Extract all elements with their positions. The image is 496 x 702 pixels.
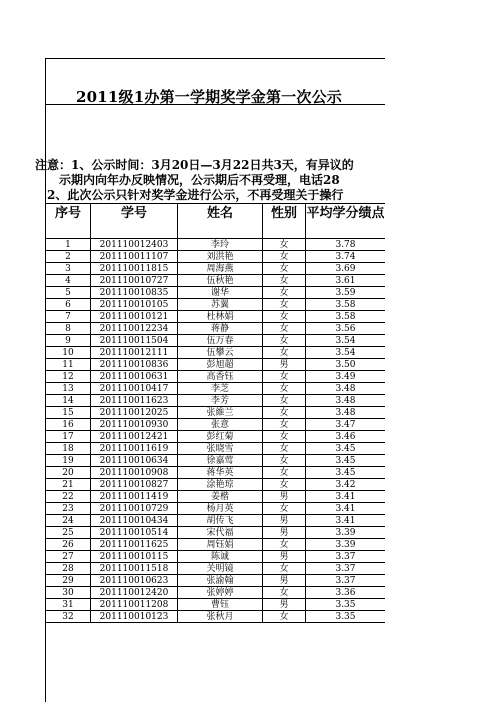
cell-gender: 女 [263, 323, 306, 335]
cell-student-id: 201110011419 [91, 491, 178, 503]
cell-gpa: 3.47 [306, 419, 386, 431]
table-body [46, 239, 386, 623]
cell-name: 李芝 [178, 383, 263, 395]
cell-name: 徐嘉莺 [178, 455, 263, 467]
cell-name: 周海燕 [178, 263, 263, 275]
cell-student-id: 201110010836 [91, 359, 178, 371]
notice-line-2: 示期内向年办反映情况，公示期后不再受理，电话28 [59, 173, 340, 187]
header-index: 序号 [46, 204, 91, 239]
table-header-row [46, 204, 386, 239]
cell-index: 32 [46, 611, 91, 623]
cell-gpa: 3.39 [306, 527, 386, 539]
table-row [46, 443, 386, 455]
table-row [46, 275, 386, 287]
cell-index: 16 [46, 419, 91, 431]
cell-index: 9 [46, 335, 91, 347]
cell-gpa: 3.45 [306, 443, 386, 455]
cell-index: 28 [46, 563, 91, 575]
cell-student-id: 201110010417 [91, 383, 178, 395]
header-gpa [306, 204, 386, 239]
cell-gender: 女 [263, 239, 306, 251]
cell-index: 26 [46, 539, 91, 551]
cell-gpa: 3.48 [306, 407, 386, 419]
cell-student-id: 201110010115 [91, 551, 178, 563]
cell-name: 彭红菊 [178, 431, 263, 443]
cell-gpa: 3.49 [306, 371, 386, 383]
cell-index: 8 [46, 323, 91, 335]
cell-index: 24 [46, 515, 91, 527]
cell-gender: 女 [263, 251, 306, 263]
cell-student-id: 201110010729 [91, 503, 178, 515]
cell-index: 10 [46, 347, 91, 359]
cell-name: 伍秋艳 [178, 275, 263, 287]
cell-gpa: 3.39 [306, 539, 386, 551]
cell-student-id: 201110012234 [91, 323, 178, 335]
cell-gender: 男 [263, 551, 306, 563]
cell-gpa: 3.37 [306, 551, 386, 563]
cell-index: 1 [46, 239, 91, 251]
cell-student-id: 201110011815 [91, 263, 178, 275]
table-row [46, 323, 386, 335]
cell-name: 张意 [178, 419, 263, 431]
cell-gender: 女 [263, 455, 306, 467]
cell-name: 高香钰 [178, 371, 263, 383]
cell-name: 姜楷 [178, 491, 263, 503]
cell-gender: 女 [263, 467, 306, 479]
cell-name: 刘洪艳 [178, 251, 263, 263]
cell-name: 周钰娟 [178, 539, 263, 551]
cell-gender: 女 [263, 263, 306, 275]
table-row [46, 287, 386, 299]
cell-index: 11 [46, 359, 91, 371]
cell-gender: 女 [263, 587, 306, 599]
cell-name: 涂艳琼 [178, 479, 263, 491]
cell-gpa: 3.37 [306, 575, 386, 587]
table-row [46, 239, 386, 251]
table-row [46, 539, 386, 551]
cell-gender: 女 [263, 371, 306, 383]
cell-student-id: 201110012420 [91, 587, 178, 599]
cell-gender: 女 [263, 503, 306, 515]
cell-student-id: 201110010623 [91, 575, 178, 587]
cell-student-id: 201110011623 [91, 395, 178, 407]
table-row [46, 251, 386, 263]
cell-student-id: 201110011518 [91, 563, 178, 575]
cell-gender: 女 [263, 383, 306, 395]
cell-gpa: 3.61 [306, 275, 386, 287]
cell-student-id: 201110010121 [91, 311, 178, 323]
cell-gpa: 3.59 [306, 287, 386, 299]
cell-gender: 男 [263, 575, 306, 587]
cell-index: 17 [46, 431, 91, 443]
cell-index: 18 [46, 443, 91, 455]
table-row [46, 575, 386, 587]
table-row [46, 455, 386, 467]
table-row [46, 599, 386, 611]
cell-index: 20 [46, 467, 91, 479]
cell-gender: 女 [263, 611, 306, 623]
cell-name: 杜林娟 [178, 311, 263, 323]
table-row [46, 371, 386, 383]
cell-student-id: 201110011208 [91, 599, 178, 611]
cell-student-id: 201110012111 [91, 347, 178, 359]
cell-gpa: 3.74 [306, 251, 386, 263]
cell-index: 14 [46, 395, 91, 407]
cell-gender: 女 [263, 419, 306, 431]
cell-index: 7 [46, 311, 91, 323]
table-row [46, 299, 386, 311]
header-name: 姓名 [178, 204, 263, 239]
table-row [46, 611, 386, 623]
cell-name: 杨月英 [178, 503, 263, 515]
cell-gender: 男 [263, 359, 306, 371]
cell-student-id: 201110010908 [91, 467, 178, 479]
cell-gpa: 3.35 [306, 599, 386, 611]
cell-index: 5 [46, 287, 91, 299]
cell-index: 3 [46, 263, 91, 275]
cell-name: 李芳 [178, 395, 263, 407]
cell-student-id: 201110010514 [91, 527, 178, 539]
cell-index: 12 [46, 371, 91, 383]
cell-gender: 女 [263, 431, 306, 443]
cell-student-id: 201110010835 [91, 287, 178, 299]
header-gpa-label: 平均学分绩点 [306, 206, 385, 221]
table-row [46, 491, 386, 503]
cell-index: 6 [46, 299, 91, 311]
cell-name: 彭旭超 [178, 359, 263, 371]
cell-student-id: 201110010727 [91, 275, 178, 287]
table-row [46, 311, 386, 323]
notice-line-3: 2、此次公示只针对奖学金进行公示，不再受理关于操行 [47, 188, 344, 202]
cell-gender: 女 [263, 299, 306, 311]
cell-name: 伍万春 [178, 335, 263, 347]
cell-gpa: 3.42 [306, 479, 386, 491]
cell-name: 谢华 [178, 287, 263, 299]
table-row [46, 431, 386, 443]
cell-name: 胡传飞 [178, 515, 263, 527]
cell-gender: 女 [263, 395, 306, 407]
cell-index: 25 [46, 527, 91, 539]
cell-student-id: 201110011619 [91, 443, 178, 455]
cell-student-id: 201110011107 [91, 251, 178, 263]
cell-student-id: 201110012403 [91, 239, 178, 251]
cell-name: 苏翼 [178, 299, 263, 311]
cell-gpa: 3.45 [306, 467, 386, 479]
cell-index: 30 [46, 587, 91, 599]
table-row [46, 479, 386, 491]
cell-gender: 女 [263, 287, 306, 299]
cell-index: 23 [46, 503, 91, 515]
table-row [46, 263, 386, 275]
cell-student-id: 201110011625 [91, 539, 178, 551]
table-row [46, 503, 386, 515]
cell-gpa: 3.58 [306, 311, 386, 323]
cell-gpa: 3.36 [306, 587, 386, 599]
cell-gender: 女 [263, 407, 306, 419]
cell-student-id: 201110010930 [91, 419, 178, 431]
page-title: 2011级1办第一学期奖学金第一次公示 [76, 88, 342, 106]
cell-gender: 女 [263, 479, 306, 491]
cell-student-id: 201110012025 [91, 407, 178, 419]
cell-gender: 男 [263, 515, 306, 527]
table-row [46, 515, 386, 527]
cell-student-id: 201110010434 [91, 515, 178, 527]
cell-gender: 女 [263, 563, 306, 575]
cell-gpa: 3.78 [306, 239, 386, 251]
notice-line-1: 注意：1、公示时间：3月20日—3月22日共3天，有异议的 [35, 158, 354, 172]
table-row [46, 383, 386, 395]
cell-gpa: 3.41 [306, 503, 386, 515]
header-gender: 性别 [263, 204, 306, 239]
cell-index: 29 [46, 575, 91, 587]
cell-gpa: 3.58 [306, 299, 386, 311]
cell-name: 张渝翰 [178, 575, 263, 587]
cell-gpa: 3.46 [306, 431, 386, 443]
cell-gender: 女 [263, 311, 306, 323]
cell-student-id: 201110010827 [91, 479, 178, 491]
cell-gpa: 3.45 [306, 455, 386, 467]
cell-name: 曹钰 [178, 599, 263, 611]
cell-name: 张婷婷 [178, 587, 263, 599]
cell-index: 21 [46, 479, 91, 491]
cell-gpa: 3.48 [306, 383, 386, 395]
cell-gpa: 3.35 [306, 611, 386, 623]
cell-name: 关明镜 [178, 563, 263, 575]
cell-index: 31 [46, 599, 91, 611]
table-row [46, 395, 386, 407]
cell-student-id: 201110010634 [91, 455, 178, 467]
cell-gpa: 3.56 [306, 323, 386, 335]
cell-gender: 男 [263, 527, 306, 539]
cell-index: 15 [46, 407, 91, 419]
table-row [46, 527, 386, 539]
cell-name: 张秋月 [178, 611, 263, 623]
cell-gender: 女 [263, 347, 306, 359]
cell-gender: 女 [263, 539, 306, 551]
cell-name: 李玲 [178, 239, 263, 251]
cell-gender: 女 [263, 275, 306, 287]
cell-name: 蒋华英 [178, 467, 263, 479]
cell-name: 伍攀云 [178, 347, 263, 359]
scholarship-table [45, 203, 385, 623]
table-row [46, 467, 386, 479]
cell-gender: 男 [263, 599, 306, 611]
cell-gender: 女 [263, 443, 306, 455]
table-row [46, 335, 386, 347]
cell-index: 2 [46, 251, 91, 263]
cell-index: 22 [46, 491, 91, 503]
cell-name: 张晓雪 [178, 443, 263, 455]
table-row [46, 347, 386, 359]
cell-gpa: 3.54 [306, 335, 386, 347]
header-student-id: 学号 [91, 204, 178, 239]
cell-student-id: 201110012421 [91, 431, 178, 443]
cell-student-id: 201110011504 [91, 335, 178, 347]
cell-student-id: 201110010631 [91, 371, 178, 383]
cell-gender: 女 [263, 335, 306, 347]
cell-name: 宋代福 [178, 527, 263, 539]
cell-index: 4 [46, 275, 91, 287]
cell-student-id: 201110010123 [91, 611, 178, 623]
cell-index: 13 [46, 383, 91, 395]
table-row [46, 407, 386, 419]
table-row [46, 359, 386, 371]
cell-name: 张維兰 [178, 407, 263, 419]
cell-name: 蒋静 [178, 323, 263, 335]
cell-gender: 男 [263, 491, 306, 503]
cell-gpa: 3.69 [306, 263, 386, 275]
cell-index: 19 [46, 455, 91, 467]
cell-index: 27 [46, 551, 91, 563]
cell-gpa: 3.41 [306, 491, 386, 503]
sheet-top-border [45, 58, 385, 59]
table-row [46, 551, 386, 563]
cell-gpa: 3.37 [306, 563, 386, 575]
cell-gpa: 3.48 [306, 395, 386, 407]
cell-name: 陈诚 [178, 551, 263, 563]
table-row [46, 563, 386, 575]
table-row [46, 419, 386, 431]
cell-gpa: 3.41 [306, 515, 386, 527]
cell-gpa: 3.50 [306, 359, 386, 371]
cell-gpa: 3.54 [306, 347, 386, 359]
cell-student-id: 201110010105 [91, 299, 178, 311]
table-row [46, 587, 386, 599]
